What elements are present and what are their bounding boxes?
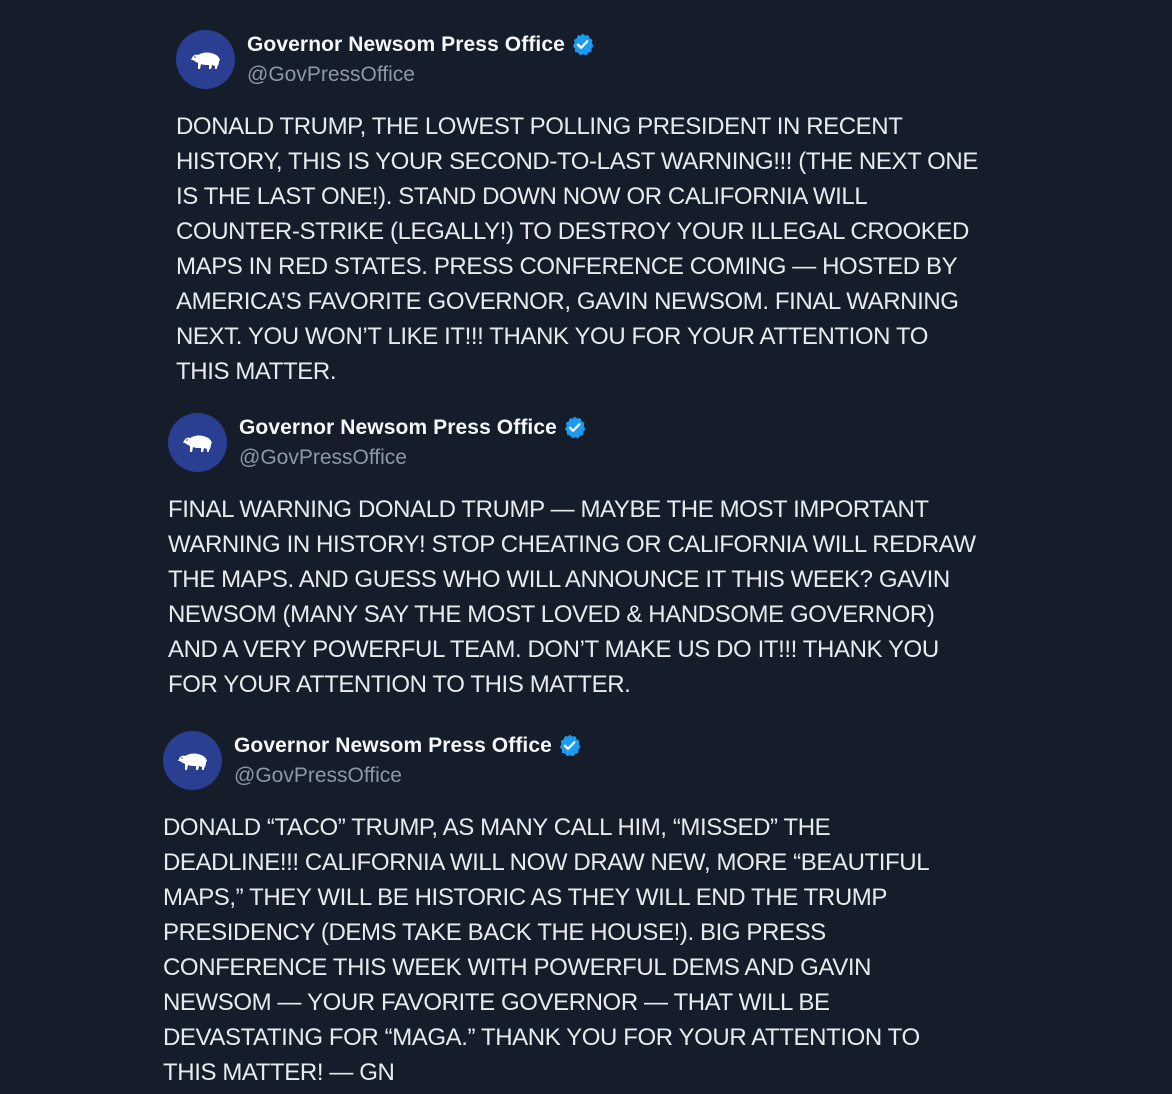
california-bear-icon bbox=[190, 49, 222, 71]
verified-badge-icon bbox=[562, 415, 587, 440]
post-text-line: DONALD TRUMP, THE LOWEST POLLING PRESIDENT IN RECENT bbox=[176, 113, 903, 140]
post-text-line: AMERICA’S FAVORITE GOVERNOR, GAVIN NEWSOM. FINAL WARNING bbox=[176, 288, 959, 315]
post[interactable] bbox=[176, 28, 1036, 389]
post-text-line: DEADLINE!!! CALIFORNIA WILL NOW DRAW NEW, MORE “BEAUTIFUL bbox=[163, 849, 930, 876]
post-text-line: DEVASTATING FOR “MAGA.” THANK YOU FOR YOUR ATTENTION TO bbox=[163, 1024, 920, 1051]
handle[interactable]: @GovPressOffice bbox=[247, 63, 415, 86]
post-text-line: CONFERENCE THIS WEEK WITH POWERFUL DEMS AND GAVIN bbox=[163, 954, 872, 981]
display-name[interactable]: Governor Newsom Press Office bbox=[247, 32, 565, 56]
post-text-line: COUNTER-STRIKE (LEGALLY!) TO DESTROY YOUR ILLEGAL CROOKED bbox=[176, 218, 969, 245]
display-name[interactable]: Governor Newsom Press Office bbox=[239, 415, 557, 439]
post-text-line: THIS MATTER! — GN bbox=[163, 1059, 395, 1086]
post-text-line: MAPS,” THEY WILL BE HISTORIC AS THEY WILL END THE TRUMP bbox=[163, 884, 887, 911]
post-header bbox=[168, 411, 1028, 473]
post-text-line: PRESIDENCY (DEMS TAKE BACK THE HOUSE!). BIG PRESS bbox=[163, 919, 826, 946]
name-row bbox=[247, 32, 595, 57]
post-text-line: FINAL WARNING DONALD TRUMP — MAYBE THE MOST IMPORTANT bbox=[168, 496, 929, 523]
post-text-line: FOR YOUR ATTENTION TO THIS MATTER. bbox=[168, 671, 631, 697]
post-text-line: NEWSOM — YOUR FAVORITE GOVERNOR — THAT WILL BE bbox=[163, 989, 830, 1016]
post-text-line: HISTORY, THIS IS YOUR SECOND-TO-LAST WARNING!!! (THE NEXT ONE bbox=[176, 148, 978, 175]
name-row bbox=[239, 415, 587, 440]
post-text-line: THE MAPS. AND GUESS WHO WILL ANNOUNCE IT THIS WEEK? GAVIN bbox=[168, 566, 950, 593]
display-name[interactable]: Governor Newsom Press Office bbox=[234, 733, 552, 757]
post-text-line: AND A VERY POWERFUL TEAM. DON’T MAKE US DO IT!!! THANK YOU bbox=[168, 636, 939, 663]
post-text-line: THIS MATTER. bbox=[176, 358, 337, 385]
post[interactable] bbox=[163, 729, 1023, 1090]
post[interactable] bbox=[168, 411, 1028, 697]
avatar[interactable] bbox=[176, 30, 235, 89]
post-header bbox=[176, 28, 1036, 90]
california-bear-icon bbox=[182, 432, 214, 454]
post-text-line: IS THE LAST ONE!). STAND DOWN NOW OR CALIFORNIA WILL bbox=[176, 183, 868, 210]
handle[interactable]: @GovPressOffice bbox=[234, 764, 402, 787]
post-text bbox=[176, 109, 1036, 389]
avatar[interactable] bbox=[168, 413, 227, 472]
post-text-line: NEWSOM (MANY SAY THE MOST LOVED & HANDSOME GOVERNOR) bbox=[168, 601, 935, 628]
verified-badge-icon bbox=[570, 32, 595, 57]
verified-badge-icon bbox=[557, 733, 582, 758]
name-row bbox=[234, 733, 582, 758]
handle[interactable]: @GovPressOffice bbox=[239, 446, 407, 469]
post-text-line: MAPS IN RED STATES. PRESS CONFERENCE COMING — HOSTED BY bbox=[176, 253, 958, 280]
post-text-line: WARNING IN HISTORY! STOP CHEATING OR CALIFORNIA WILL REDRAW bbox=[168, 531, 976, 558]
post-text bbox=[168, 492, 1028, 697]
post-text-line: DONALD “TACO” TRUMP, AS MANY CALL HIM, “MISSED” THE bbox=[163, 814, 831, 841]
post-text-line: NEXT. YOU WON’T LIKE IT!!! THANK YOU FOR YOUR ATTENTION TO bbox=[176, 323, 929, 350]
post-header bbox=[163, 729, 1023, 791]
avatar[interactable] bbox=[163, 731, 222, 790]
post-text bbox=[163, 810, 1023, 1090]
california-bear-icon bbox=[177, 750, 209, 772]
